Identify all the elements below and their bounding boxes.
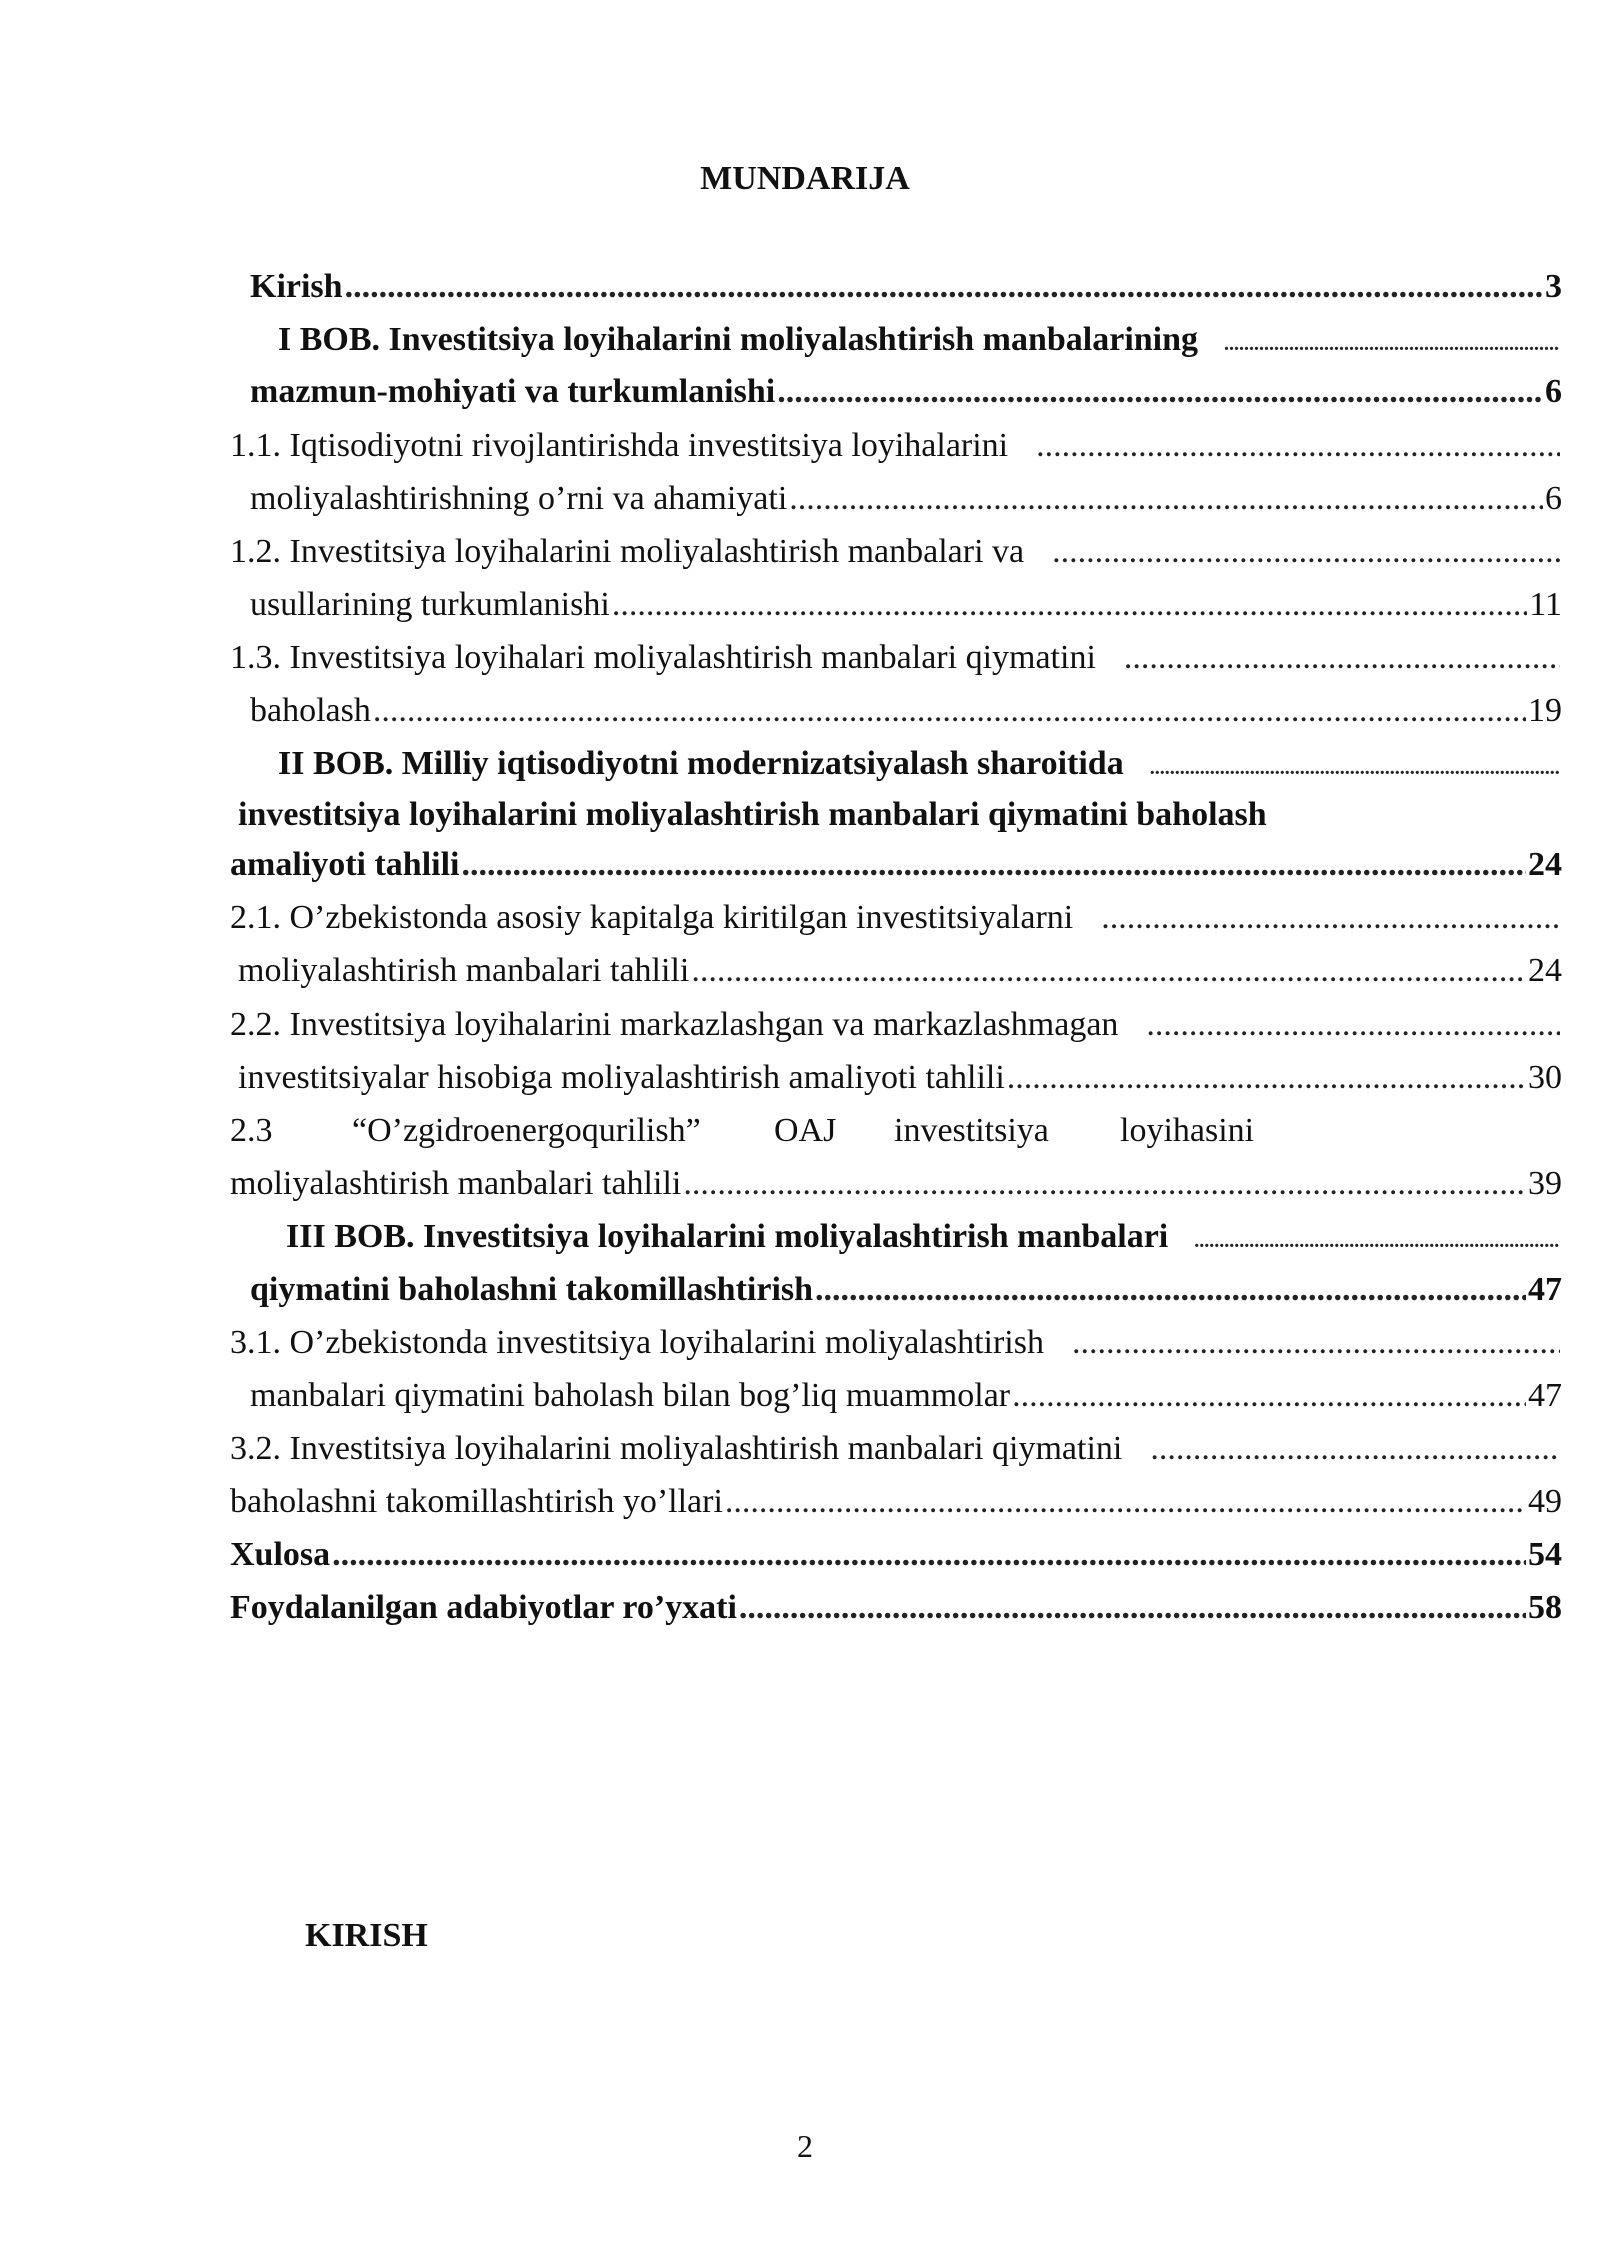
- toc-entry-chapter-2-line1[interactable]: [278, 739, 1562, 793]
- dot-leader: [345, 262, 1543, 312]
- toc-entry-label: baholashni takomillashtirish yo’llari: [230, 1483, 723, 1520]
- toc-entry-xulosa[interactable]: [230, 1530, 1562, 1580]
- toc-page-number: 6: [1545, 480, 1562, 517]
- toc-page-number: 19: [1528, 692, 1562, 729]
- dot-leader: [1124, 633, 1560, 683]
- toc-entry-label: usullarining turkumlanishi: [250, 586, 610, 623]
- toc-entry-chapter-3-line2[interactable]: [250, 1265, 1562, 1315]
- dot-leader: [373, 686, 1526, 736]
- toc-entry-label: baholash: [250, 692, 371, 729]
- dot-leader: [1150, 743, 1560, 793]
- dot-leader: [739, 1583, 1526, 1633]
- toc-entry-section-2-3-word[interactable]: loyihasini: [1120, 1112, 1255, 1149]
- toc-entry-section-2-2-line2[interactable]: [238, 1053, 1562, 1103]
- toc-page-number: 24: [1528, 846, 1562, 883]
- dot-leader: [777, 367, 1543, 417]
- toc-entry-label: 3.1. O’zbekistonda investitsiya loyihalarini moliyalashtirish: [230, 1324, 1044, 1361]
- toc-entry-label: Foydalanilgan adabiyotlar ro’yxati: [230, 1589, 737, 1626]
- toc-entry-label: III BOB. Investitsiya loyihalarini moliyalashtirish manbalari: [286, 1218, 1169, 1255]
- toc-entry-section-2-3-line2[interactable]: [230, 1159, 1562, 1209]
- toc-entry-label: mazmun-mohiyati va turkumlanishi: [250, 373, 776, 410]
- toc-entry-section-1-1-line1[interactable]: [230, 421, 1562, 471]
- toc-entry-chapter-1-line2[interactable]: [250, 367, 1562, 417]
- toc-entry-label: I BOB. Investitsiya loyihalarini moliyalashtirish manbalarining: [278, 321, 1199, 358]
- toc-entry-label: amaliyoti tahlili: [230, 846, 460, 883]
- toc-entry-label: 2.1. O’zbekistonda asosiy kapitalga kiritilgan investitsiyalarni: [230, 899, 1074, 936]
- toc-entry-section-2-1-line2[interactable]: [238, 946, 1562, 996]
- toc-entry-label: moliyalashtirishning o’rni va ahamiyati: [250, 480, 788, 517]
- toc-page-number: 54: [1528, 1536, 1562, 1573]
- toc-entry-label: 2.2. Investitsiya loyihalarini markazlashgan va markazlashmagan: [230, 1006, 1119, 1043]
- toc-page-number: 47: [1528, 1377, 1562, 1414]
- toc-page-number: 58: [1528, 1589, 1562, 1626]
- toc-entry-chapter-1-line1[interactable]: [278, 315, 1562, 369]
- dot-leader: [725, 1477, 1526, 1527]
- toc-entry-chapter-2-line3[interactable]: [230, 840, 1562, 890]
- toc-page-number: 11: [1529, 586, 1562, 623]
- dot-leader: [691, 946, 1526, 996]
- page-number: 2: [797, 2128, 813, 2164]
- toc-entry-section-2-3-num[interactable]: 2.3: [230, 1112, 273, 1149]
- toc-entry-section-2-2-line1[interactable]: [230, 1000, 1562, 1050]
- dot-leader: [683, 1159, 1526, 1209]
- dot-leader: [1052, 527, 1560, 577]
- toc-page-number: 6: [1545, 373, 1562, 410]
- dot-leader: [815, 1265, 1526, 1315]
- toc-entry-section-2-3-word[interactable]: investitsiya: [894, 1112, 1049, 1149]
- section-heading: KIRISH: [305, 1917, 428, 1954]
- toc-entry-label: investitsiyalar hisobiga moliyalashtirish amaliyoti tahlili: [238, 1059, 1005, 1096]
- toc-entry-references[interactable]: [230, 1583, 1562, 1633]
- toc-entry-label: Xulosa: [230, 1536, 331, 1573]
- toc-entry-section-1-2-line2[interactable]: [250, 580, 1562, 630]
- toc-page-number: 3: [1545, 268, 1562, 305]
- dot-leader: [1101, 893, 1560, 943]
- toc-entry-chapter-3-line1[interactable]: [286, 1212, 1562, 1266]
- toc-entry-section-1-1-line2[interactable]: [250, 474, 1562, 524]
- dot-leader: [462, 840, 1527, 890]
- toc-entry-section-1-3-line1[interactable]: [230, 633, 1562, 683]
- toc-entry-section-3-1-line1[interactable]: [230, 1318, 1562, 1368]
- toc-entry-label: moliyalashtirish manbalari tahlili: [230, 1165, 682, 1202]
- dot-leader: [1072, 1318, 1560, 1368]
- toc-page-number: 49: [1528, 1483, 1562, 1520]
- toc-entry-label: 1.1. Iqtisodiyotni rivojlantirishda investitsiya loyihalarini: [230, 427, 1009, 464]
- dot-leader: [1007, 1053, 1526, 1103]
- toc-entry-section-3-2-line2[interactable]: [230, 1477, 1562, 1527]
- dot-leader: [1036, 421, 1560, 471]
- dot-leader: [1194, 1216, 1560, 1266]
- dot-leader: [1146, 1000, 1560, 1050]
- dot-leader: [1224, 319, 1560, 369]
- toc-entry-section-2-3-word[interactable]: OAJ: [774, 1112, 837, 1149]
- toc-page-number: 30: [1528, 1059, 1562, 1096]
- toc-entry-section-1-3-line2[interactable]: [250, 686, 1562, 736]
- toc-entry-label: 3.2. Investitsiya loyihalarini moliyalashtirish manbalari qiymatini: [230, 1430, 1123, 1467]
- dot-leader: [789, 474, 1543, 524]
- toc-entry-kirish[interactable]: [250, 262, 1562, 312]
- dot-leader: [332, 1530, 1526, 1580]
- page-title: MUNDARIJA: [700, 160, 910, 197]
- dot-leader: [612, 580, 1527, 630]
- toc-entry-section-3-2-line1[interactable]: [230, 1424, 1562, 1474]
- dot-leader: [1150, 1424, 1560, 1474]
- toc-entry-label: 1.3. Investitsiya loyihalari moliyalashtirish manbalari qiymatini: [230, 639, 1096, 676]
- toc-entry-section-2-1-line1[interactable]: [230, 893, 1562, 943]
- toc-page-number: 47: [1528, 1271, 1562, 1308]
- toc-page-number: 39: [1528, 1165, 1562, 1202]
- toc-entry-section-3-1-line2[interactable]: [250, 1371, 1562, 1421]
- toc-entry-section-1-2-line1[interactable]: [230, 527, 1562, 577]
- toc-entry-chapter-2-line2[interactable]: investitsiya loyihalarini moliyalashtirish manbalari qiymatini baholash: [238, 796, 1267, 833]
- toc-entry-label: manbalari qiymatini baholash bilan bog’liq muammolar: [250, 1377, 1011, 1414]
- toc-entry-section-2-3-word[interactable]: “O’zgidroenergoqurilish”: [352, 1112, 701, 1149]
- toc-entry-label: 1.2. Investitsiya loyihalarini moliyalashtirish manbalari va: [230, 533, 1025, 570]
- toc-entry-label: Kirish: [250, 268, 343, 305]
- toc-page-number: 24: [1528, 952, 1562, 989]
- dot-leader: [1012, 1371, 1526, 1421]
- toc-entry-label: II BOB. Milliy iqtisodiyotni modernizatsiyalash sharoitida: [278, 745, 1124, 782]
- toc-entry-label: moliyalashtirish manbalari tahlili: [238, 952, 690, 989]
- toc-entry-label: qiymatini baholashni takomillashtirish: [250, 1271, 814, 1308]
